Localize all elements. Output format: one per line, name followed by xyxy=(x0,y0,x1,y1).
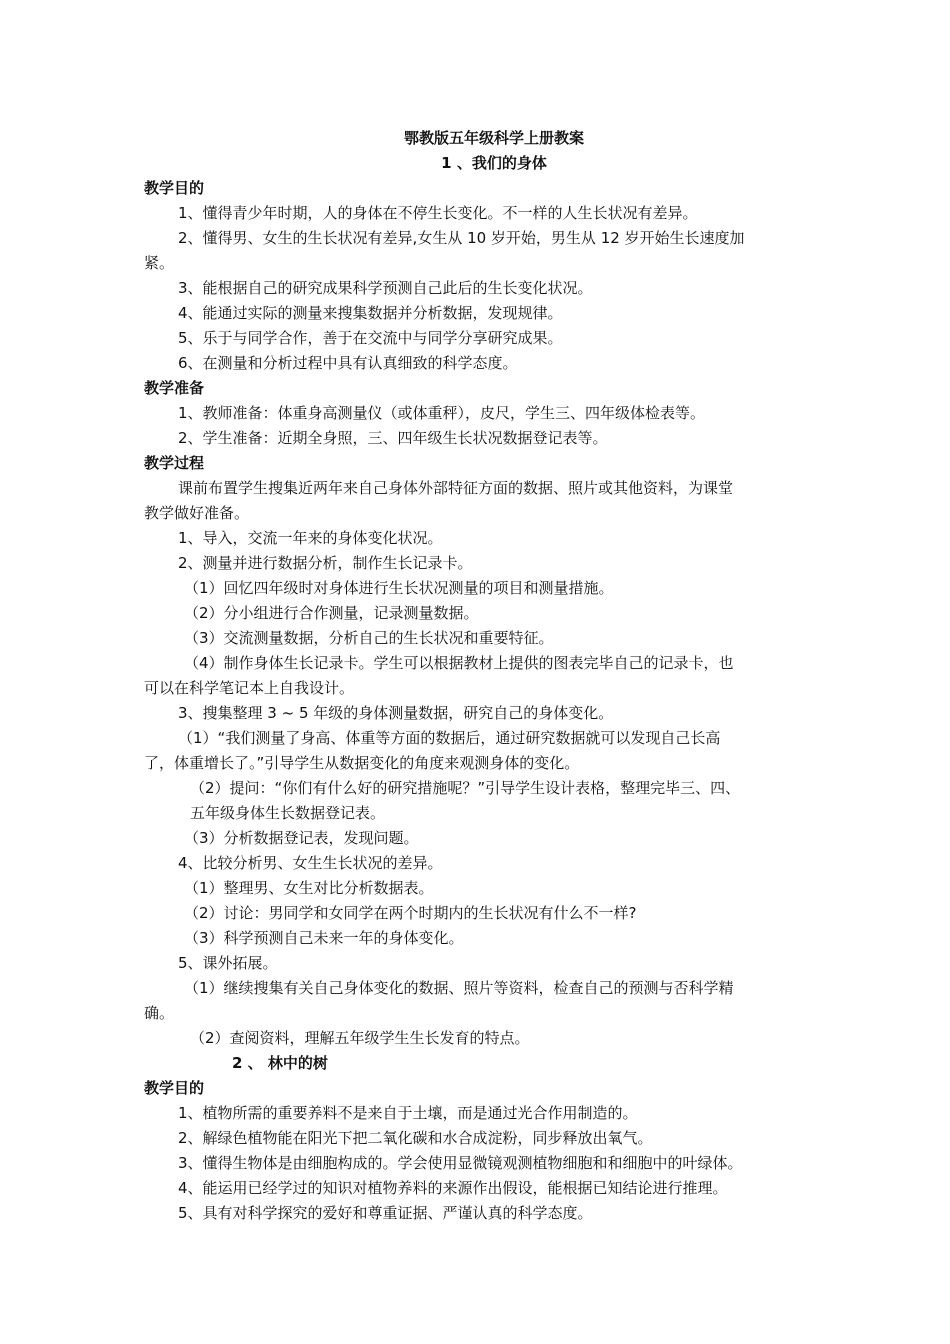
paragraph-continuation: 可以在科学笔记本上自我设计。 xyxy=(144,679,355,697)
sub-item: （1）继续搜集有关自己身体变化的数据、照片等资料，检查自己的预测与否科学精 xyxy=(184,979,734,997)
sub-item: （3）分析数据登记表，发现问题。 xyxy=(184,829,419,847)
section-heading-objectives: 教学目的 xyxy=(144,1079,205,1097)
sub-item: （2）提问：“你们有什么好的研究措施呢？”引导学生设计表格，整理完毕三、四、 xyxy=(190,779,741,797)
section-heading-process: 教学过程 xyxy=(144,454,205,472)
paragraph: 1、教师准备：体重身高测量仪（或体重秤），皮尺，学生三、四年级体检表等。 xyxy=(178,404,706,422)
paragraph: 4、能通过实际的测量来搜集数据并分析数据，发现规律。 xyxy=(178,304,563,322)
paragraph: 5、课外拓展。 xyxy=(178,954,278,972)
sub-item: （1）“我们测量了身高、体重等方面的数据后，通过研究数据就可以发现自己长高 xyxy=(178,729,721,747)
paragraph-continuation: 确。 xyxy=(144,1004,175,1022)
paragraph: 1、植物所需的重要养料不是来自于土壤，而是通过光合作用制造的。 xyxy=(178,1104,638,1122)
section-heading-preparation: 教学准备 xyxy=(144,379,205,397)
sub-item: （2）讨论：男同学和女同学在两个时期内的生长状况有什么不一样? xyxy=(184,904,637,922)
paragraph: 2、测量并进行数据分析，制作生长记录卡。 xyxy=(178,554,473,572)
lesson-2-heading: 2 、 林中的树 xyxy=(232,1054,328,1072)
paragraph-continuation: 了，体重增长了。”引导学生从数据变化的角度来观测身体的变化。 xyxy=(144,754,580,772)
document-title: 鄂教版五年级科学上册教案 xyxy=(403,129,584,147)
paragraph: 2、懂得男、女生的生长状况有差异,女生从 10 岁开始，男生从 12 岁开始生长速度加 xyxy=(178,229,745,247)
paragraph-continuation: 五年级身体生长数据登记表。 xyxy=(190,804,386,822)
sub-item: （1）回忆四年级时对身体进行生长状况测量的项目和测量措施。 xyxy=(184,579,614,597)
paragraph: 2、学生准备：近期全身照，三、四年级生长状况数据登记表等。 xyxy=(178,429,608,447)
sub-item: （4）制作身体生长记录卡。学生可以根据教材上提供的图表完毕自己的记录卡，也 xyxy=(184,654,734,672)
section-heading-objectives: 教学目的 xyxy=(144,179,205,197)
lesson-1-heading: 1 、我们的身体 xyxy=(441,154,547,172)
paragraph: 3、懂得生物体是由细胞构成的。学会使用显微镜观测植物细胞和和细胞中的叶绿体。 xyxy=(178,1154,743,1172)
paragraph-continuation: 教学做好准备。 xyxy=(144,504,250,522)
paragraph: 4、能运用已经学过的知识对植物养料的来源作出假设，能根据已知结论进行推理。 xyxy=(178,1179,728,1197)
paragraph: 3、能根据自己的研究成果科学预测自己此后的生长变化状况。 xyxy=(178,279,593,297)
sub-item: （1）整理男、女生对比分析数据表。 xyxy=(184,879,434,897)
paragraph: 5、乐于与同学合作，善于在交流中与同学分享研究成果。 xyxy=(178,329,563,347)
paragraph: 1、导入，交流一年来的身体变化状况。 xyxy=(178,529,443,547)
paragraph: 6、在测量和分析过程中具有认真细致的科学态度。 xyxy=(178,354,518,372)
sub-item: （3）科学预测自己未来一年的身体变化。 xyxy=(184,929,464,947)
sub-item: （3）交流测量数据，分析自己的生长状况和重要特征。 xyxy=(184,629,554,647)
paragraph: 5、具有对科学探究的爱好和尊重证据、严谨认真的科学态度。 xyxy=(178,1204,593,1222)
sub-item: （2）分小组进行合作测量，记录测量数据。 xyxy=(184,604,479,622)
paragraph: 4、比较分析男、女生生长状况的差异。 xyxy=(178,854,443,872)
paragraph: 2、解绿色植物能在阳光下把二氧化碳和水合成淀粉，同步释放出氧气。 xyxy=(178,1129,653,1147)
paragraph: 3、搜集整理 3 ~ 5 年级的身体测量数据，研究自己的身体变化。 xyxy=(178,704,614,722)
paragraph: 1、懂得青少年时期，人的身体在不停生长变化。不一样的人生长状况有差异。 xyxy=(178,204,698,222)
sub-item: （2）查阅资料，理解五年级学生生长发育的特点。 xyxy=(190,1029,530,1047)
paragraph-continuation: 紧。 xyxy=(144,254,175,272)
paragraph: 课前布置学生搜集近两年来自己身体外部特征方面的数据、照片或其他资料，为课堂 xyxy=(178,479,734,497)
